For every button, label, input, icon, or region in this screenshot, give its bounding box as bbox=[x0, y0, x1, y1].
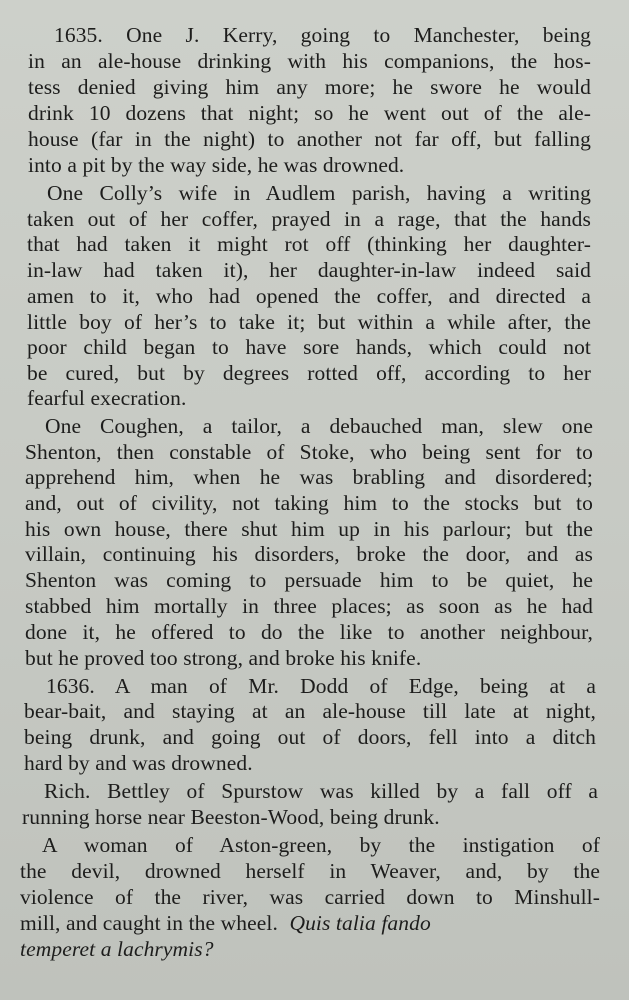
text-line: his own house, there shut him up in his parlour; but the bbox=[25, 517, 593, 541]
text-line: One Coughen, a tailor, a debauched man, slew one bbox=[45, 414, 593, 438]
text-line: the devil, drowned herself in Weaver, and, by the bbox=[20, 859, 600, 883]
text-line: amen to it, who had opened the coffer, and directed a bbox=[27, 284, 591, 308]
text-line: One Colly’s wife in Audlem parish, having a writing bbox=[47, 181, 591, 205]
text-line: that had taken it might rot off (thinking her daughter- bbox=[27, 232, 591, 256]
text-line: apprehend him, when he was brabling and disordered; bbox=[25, 465, 593, 489]
text-line: little boy of her’s to take it; but within a while after, the bbox=[27, 310, 591, 334]
text-line: be cured, but by degrees rotted off, according to her bbox=[27, 361, 591, 385]
text-line: house (far in the night) to another not far off, but falling bbox=[28, 127, 591, 151]
text-line: poor child began to have sore hands, which could not bbox=[27, 335, 591, 359]
text-line: in an ale-house drinking with his companions, the hos- bbox=[28, 49, 591, 73]
text-line: but he proved too strong, and broke his knife. bbox=[25, 646, 422, 670]
text-line: done it, he offered to do the like to another neighbour, bbox=[25, 620, 593, 644]
text-line: into a pit by the way side, he was drowned. bbox=[28, 153, 405, 177]
text-line: Shenton was coming to persuade him to be quiet, he bbox=[25, 568, 593, 592]
text-line: villain, continuing his disorders, broke the door, and as bbox=[25, 542, 593, 566]
text-segment: mill, and caught in the wheel. bbox=[20, 911, 278, 935]
text-line: tess denied giving him any more; he swore he would bbox=[28, 75, 591, 99]
text-line: stabbed him mortally in three places; as soon as he had bbox=[25, 594, 593, 618]
text-line: 1635. One J. Kerry, going to Manchester, being bbox=[54, 23, 591, 47]
text-line: taken out of her coffer, prayed in a rage, that the hands bbox=[27, 207, 591, 231]
text-line: violence of the river, was carried down to Minshull- bbox=[20, 885, 600, 909]
text-line: running horse near Beeston-Wood, being drunk. bbox=[22, 805, 440, 829]
text-line: Rich. Bettley of Spurstow was killed by a fall off a bbox=[44, 779, 598, 803]
text-line: Shenton, then constable of Stoke, who being sent for to bbox=[25, 440, 593, 464]
text-line: being drunk, and going out of doors, fell into a ditch bbox=[24, 725, 596, 749]
text-line: fearful execration. bbox=[27, 386, 187, 410]
text-line: in-law had taken it), her daughter-in-law indeed said bbox=[27, 258, 591, 282]
text-line: and, out of civility, not taking him to the stocks but to bbox=[25, 491, 593, 515]
text-line: bear-bait, and staying at an ale-house till late at night, bbox=[24, 699, 596, 723]
latin-quotation-continued: temperet a lachrymis? bbox=[20, 937, 214, 961]
text-line bbox=[20, 911, 431, 936]
text-line: drink 10 dozens that night; so he went out of the ale- bbox=[28, 101, 591, 125]
text-line: hard by and was drowned. bbox=[24, 751, 253, 775]
text-line: 1636. A man of Mr. Dodd of Edge, being at a bbox=[46, 674, 596, 698]
text-line: A woman of Aston-green, by the instigation of bbox=[42, 833, 600, 857]
latin-quotation: Quis talia fando bbox=[289, 911, 431, 935]
